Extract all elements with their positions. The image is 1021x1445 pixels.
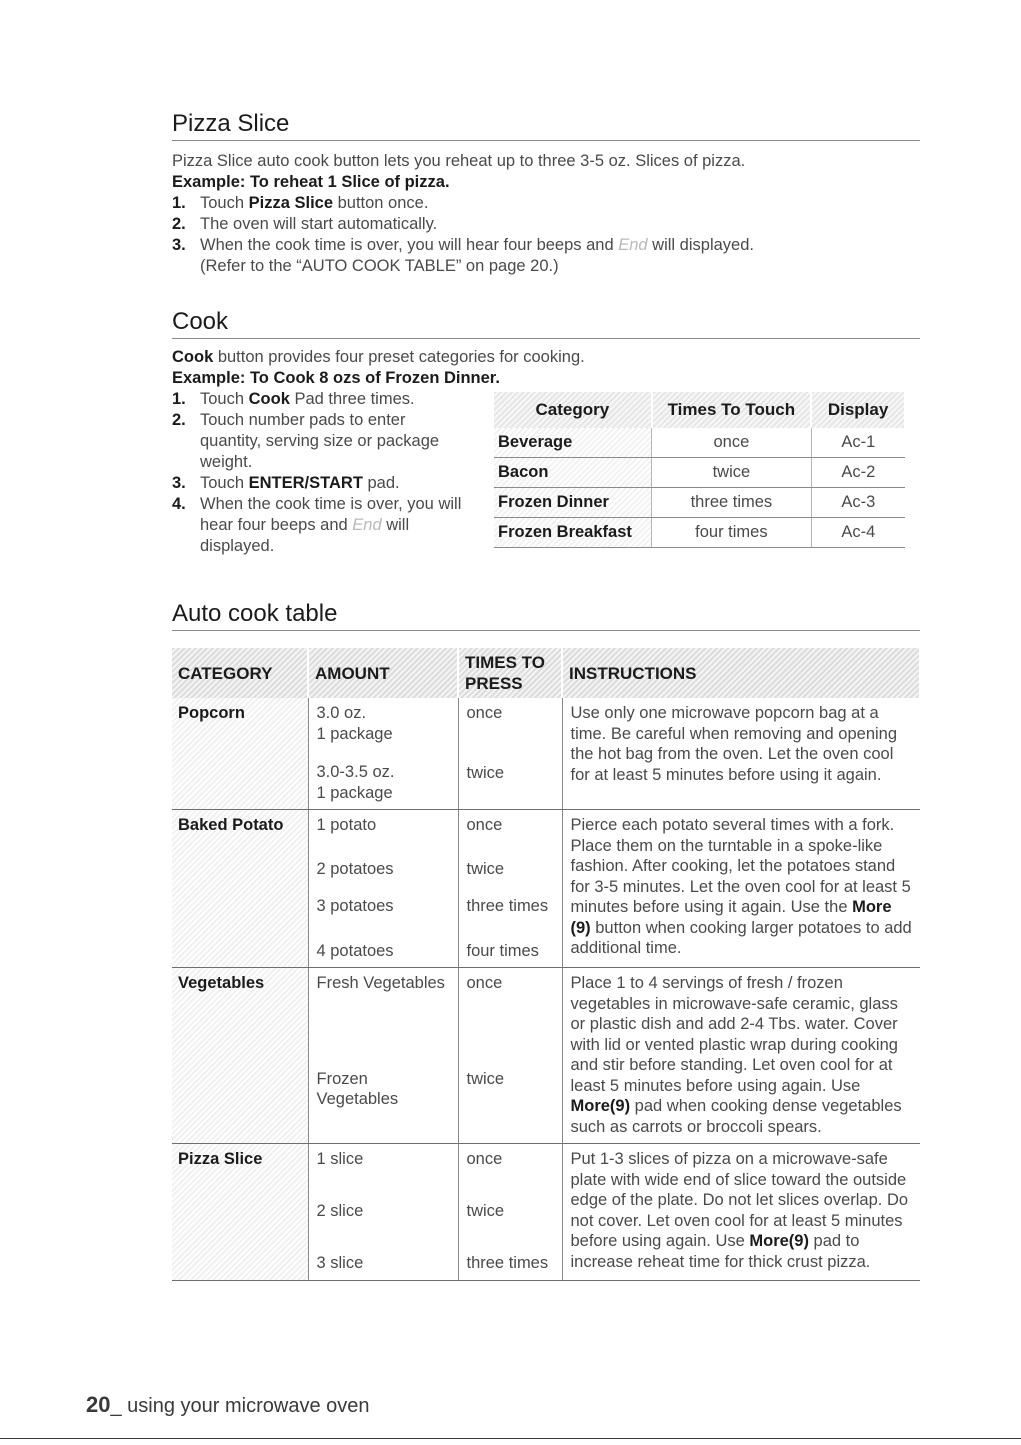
auto-cook-heading: Auto cook table <box>172 600 920 631</box>
page-number: 20 <box>86 1392 111 1417</box>
page-footer <box>86 1392 370 1418</box>
table-header-row <box>494 392 905 428</box>
pizza-slice-intro: Pizza Slice auto cook button lets you reheat up to three 3-5 oz. Slices of pizza. <box>172 152 746 170</box>
pizza-slice-steps <box>172 193 920 277</box>
step-item: 3. When the cook time is over, you will hear four beeps and End will displayed. <box>172 236 754 254</box>
table-row: Pizza Slice 1 slice 2 slice 3 slice once twice three times Put 1-3 slices of pizza on a microwave-safe plate with wide end of slice toward the outside edge of the plate. Do not let slices overlap. Do not cover. Let oven cool for at least 5 minutes before using again. Use More(9) pad to increase reheat time for thick crust pizza. <box>172 1144 920 1281</box>
end-display-text: End <box>618 236 648 254</box>
auto-cook-table <box>172 648 921 1281</box>
footer-text: _ using your microwave oven <box>110 1395 370 1417</box>
step-note: (Refer to the “AUTO COOK TABLE” on page 20.) <box>200 257 559 275</box>
cook-category-table <box>494 392 906 548</box>
table-row: Frozen Dinner three times Ac-3 <box>494 488 905 518</box>
table-row: Baked Potato 1 potato 2 potatoes 3 potatoes 4 potatoes once twice three times four times Pierce each potato several times with a fork. Place them on the turntable in a spoke-like fashion. After cooking, let the potatoes stand for 3-5 minutes. Let the oven cool for at least 5 minutes before using it again. Use the More (9) button when cooking larger potatoes to add additional time. <box>172 810 920 968</box>
cook-heading: Cook <box>172 308 920 339</box>
step-item: 1. Touch Pizza Slice button once. <box>172 194 429 212</box>
column-header: Times To Touch <box>652 392 812 428</box>
step-item: 4. When the cook time is over, you will hear four beeps and End will displayed. <box>172 495 462 555</box>
column-header: CATEGORY <box>172 648 308 698</box>
pizza-slice-section <box>172 110 920 277</box>
pizza-slice-example: Example: To reheat 1 Slice of pizza. <box>172 173 450 191</box>
cook-steps <box>172 389 462 557</box>
bottom-divider <box>0 1438 1021 1439</box>
column-header: AMOUNT <box>308 648 458 698</box>
column-header: Display <box>811 392 905 428</box>
table-header-row <box>172 648 920 698</box>
pizza-slice-heading: Pizza Slice <box>172 110 920 141</box>
end-display-text: End <box>352 516 382 534</box>
cook-intro: Cook button provides four preset categories for cooking. <box>172 348 585 366</box>
column-header: TIMES TO PRESS <box>458 648 562 698</box>
step-item: 1. Touch Cook Pad three times. <box>172 390 415 408</box>
step-item: 3. Touch ENTER/START pad. <box>172 474 400 492</box>
table-row: Vegetables Fresh Vegetables Frozen Vegetables once twice Place 1 to 4 servings of fresh / frozen vegetables in microwave-safe ceramic, glass or plastic dish and add 2-4 Tbs. water. Cover with lid or vented plastic wrap during cooking and stir before standing. Let oven cool for at least 5 minutes before using again. Use More(9) pad when cooking dense vegetables such as carrots or broccoli spears. <box>172 968 920 1144</box>
auto-cook-section <box>172 600 920 631</box>
column-header: INSTRUCTIONS <box>562 648 920 698</box>
step-item: 2. Touch number pads to enter quantity, serving size or package weight. <box>172 411 440 471</box>
table-row: Bacon twice Ac-2 <box>494 458 905 488</box>
table-row: Beverage once Ac-1 <box>494 428 905 458</box>
table-row: Popcorn 3.0 oz. 1 package 3.0-3.5 oz. 1 package once twice Use only one microwave popcorn bag at a time. Be careful when removing and opening the hot bag from the oven. Let the oven cool for at least 5 minutes before using it again. <box>172 698 920 810</box>
step-item: 2. The oven will start automatically. <box>172 215 438 233</box>
column-header: Category <box>494 392 652 428</box>
cook-example: Example: To Cook 8 ozs of Frozen Dinner. <box>172 369 500 387</box>
table-row: Frozen Breakfast four times Ac-4 <box>494 518 905 548</box>
